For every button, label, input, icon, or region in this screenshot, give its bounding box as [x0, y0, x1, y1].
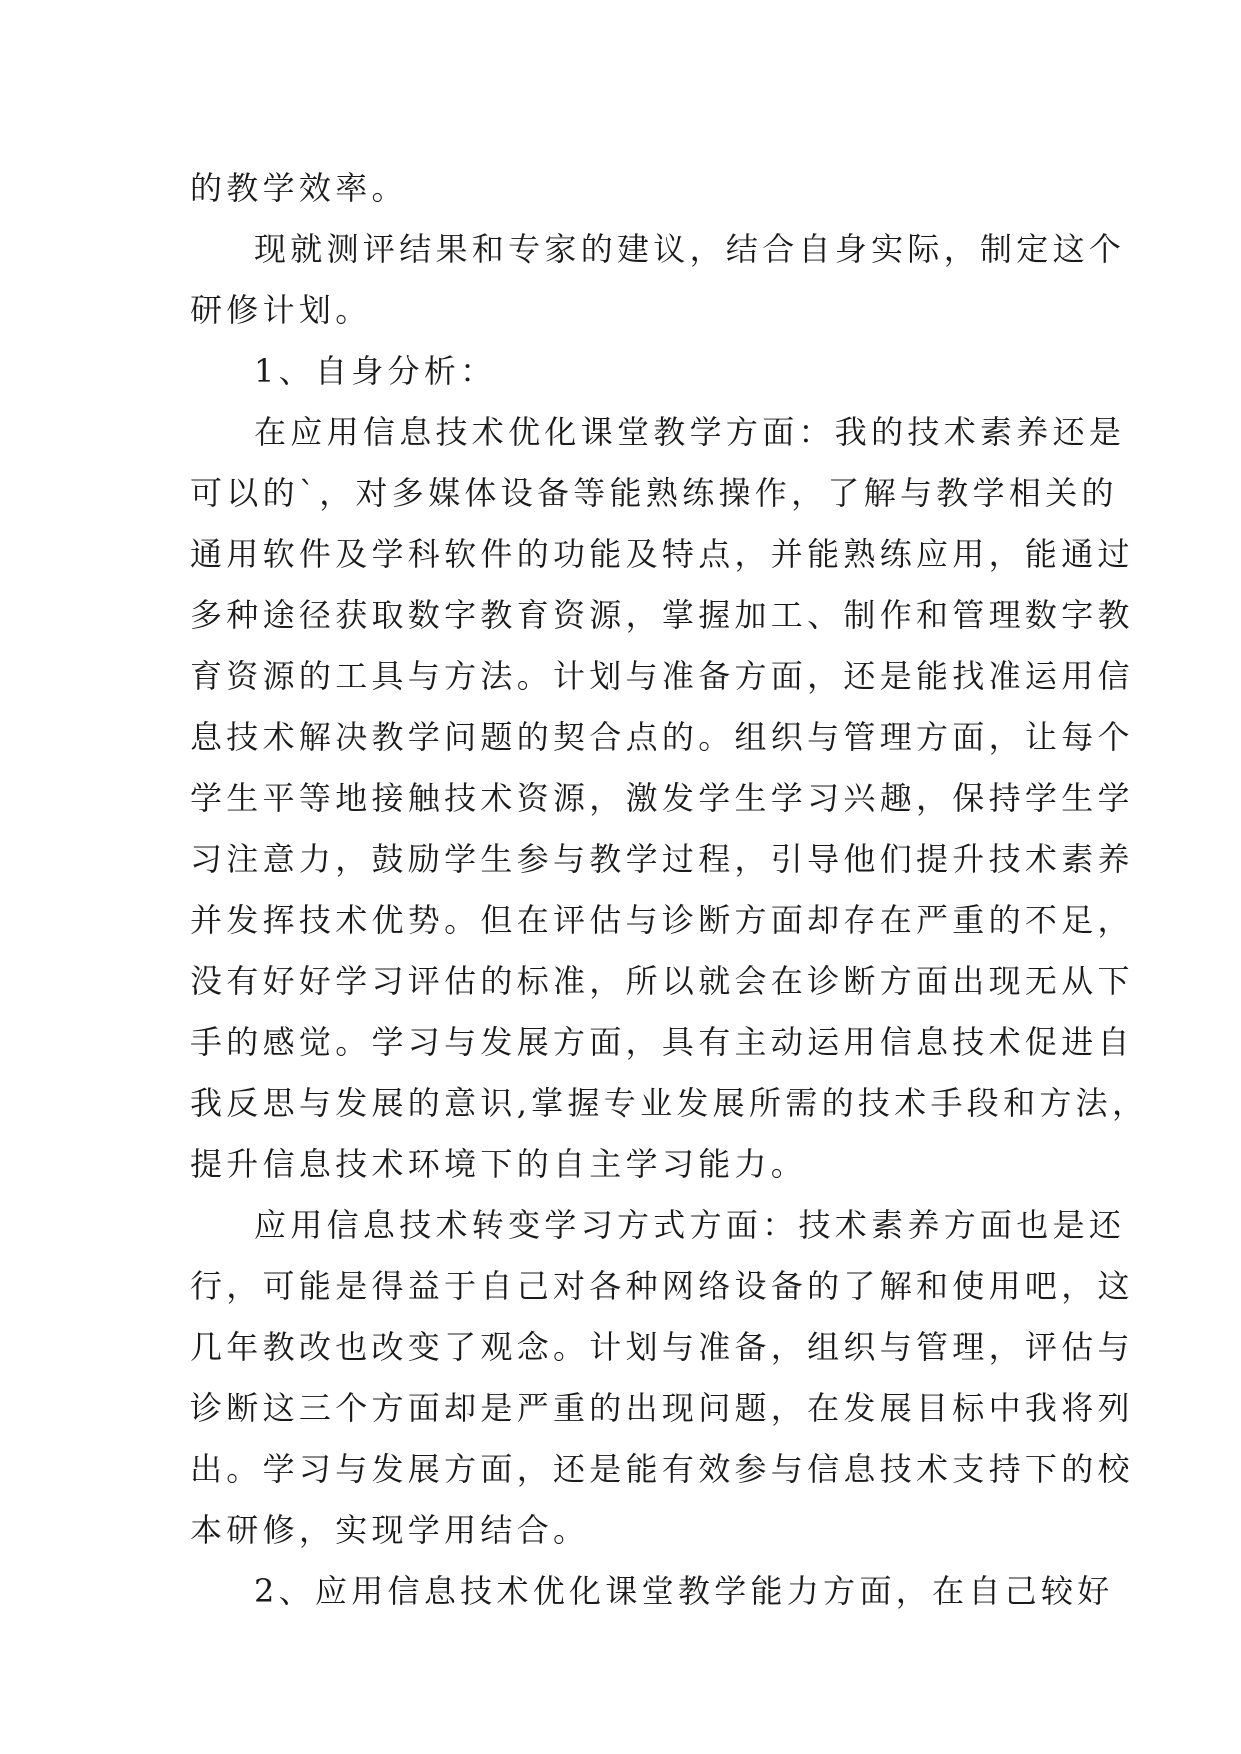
text-line-8: 多种途径获取数字教育资源，掌握加工、制作和管理数字教 — [190, 596, 1134, 634]
text-line-1: 的教学效率。 — [190, 169, 408, 207]
body-text — [190, 158, 1149, 1622]
text-line-16: 我反思与发展的意识,掌握专业发展所需的技术手段和方法， — [190, 1084, 1149, 1122]
text-line-17: 提升信息技术环境下的自主学习能力。 — [190, 1145, 808, 1183]
text-line-10: 息技术解决教学问题的契合点的。组织与管理方面，让每个 — [190, 718, 1134, 756]
text-line-12: 习注意力，鼓励学生参与教学过程，引导他们提升技术素养 — [190, 840, 1134, 878]
text-line-9: 育资源的工具与方法。计划与准备方面，还是能找准运用信 — [190, 657, 1134, 695]
text-line-21: 诊断这三个方面却是严重的出现问题，在发展目标中我将列 — [190, 1389, 1134, 1427]
text-line-23: 本研修，实现学用结合。 — [190, 1511, 590, 1549]
text-line-6: 可以的`，对多媒体设备等能熟练操作，了解与教学相关的 — [190, 474, 1118, 512]
text-line-19: 行，可能是得益于自己对各种网络设备的了解和使用吧，这 — [190, 1267, 1134, 1305]
text-line-22: 出。学习与发展方面，还是能有效参与信息技术支持下的校 — [190, 1450, 1134, 1488]
text-line-13: 并发挥技术优势。但在评估与诊断方面却存在严重的不足， — [190, 901, 1134, 939]
text-line-20: 几年教改也改变了观念。计划与准备，组织与管理，评估与 — [190, 1328, 1134, 1366]
text-line-15: 手的感觉。学习与发展方面，具有主动运用信息技术促进自 — [190, 1023, 1134, 1061]
text-line-5: 在应用信息技术优化课堂教学方面：我的技术素养还是 — [254, 413, 1126, 451]
text-line-2: 现就测评结果和专家的建议，结合自身实际，制定这个 — [254, 230, 1126, 268]
text-line-3: 研修计划。 — [190, 291, 372, 329]
text-line-18: 应用信息技术转变学习方式方面：技术素养方面也是还 — [254, 1206, 1126, 1244]
section-heading-optimization: 2、应用信息技术优化课堂教学能力方面，在自己较好 — [254, 1572, 1114, 1610]
text-line-11: 学生平等地接触技术资源，激发学生学习兴趣，保持学生学 — [190, 779, 1134, 817]
text-line-7: 通用软件及学科软件的功能及特点，并能熟练应用，能通过 — [190, 535, 1134, 573]
section-heading-self-analysis: 1、自身分析： — [254, 352, 497, 390]
text-line-14: 没有好好学习评估的标准，所以就会在诊断方面出现无从下 — [190, 962, 1134, 1000]
